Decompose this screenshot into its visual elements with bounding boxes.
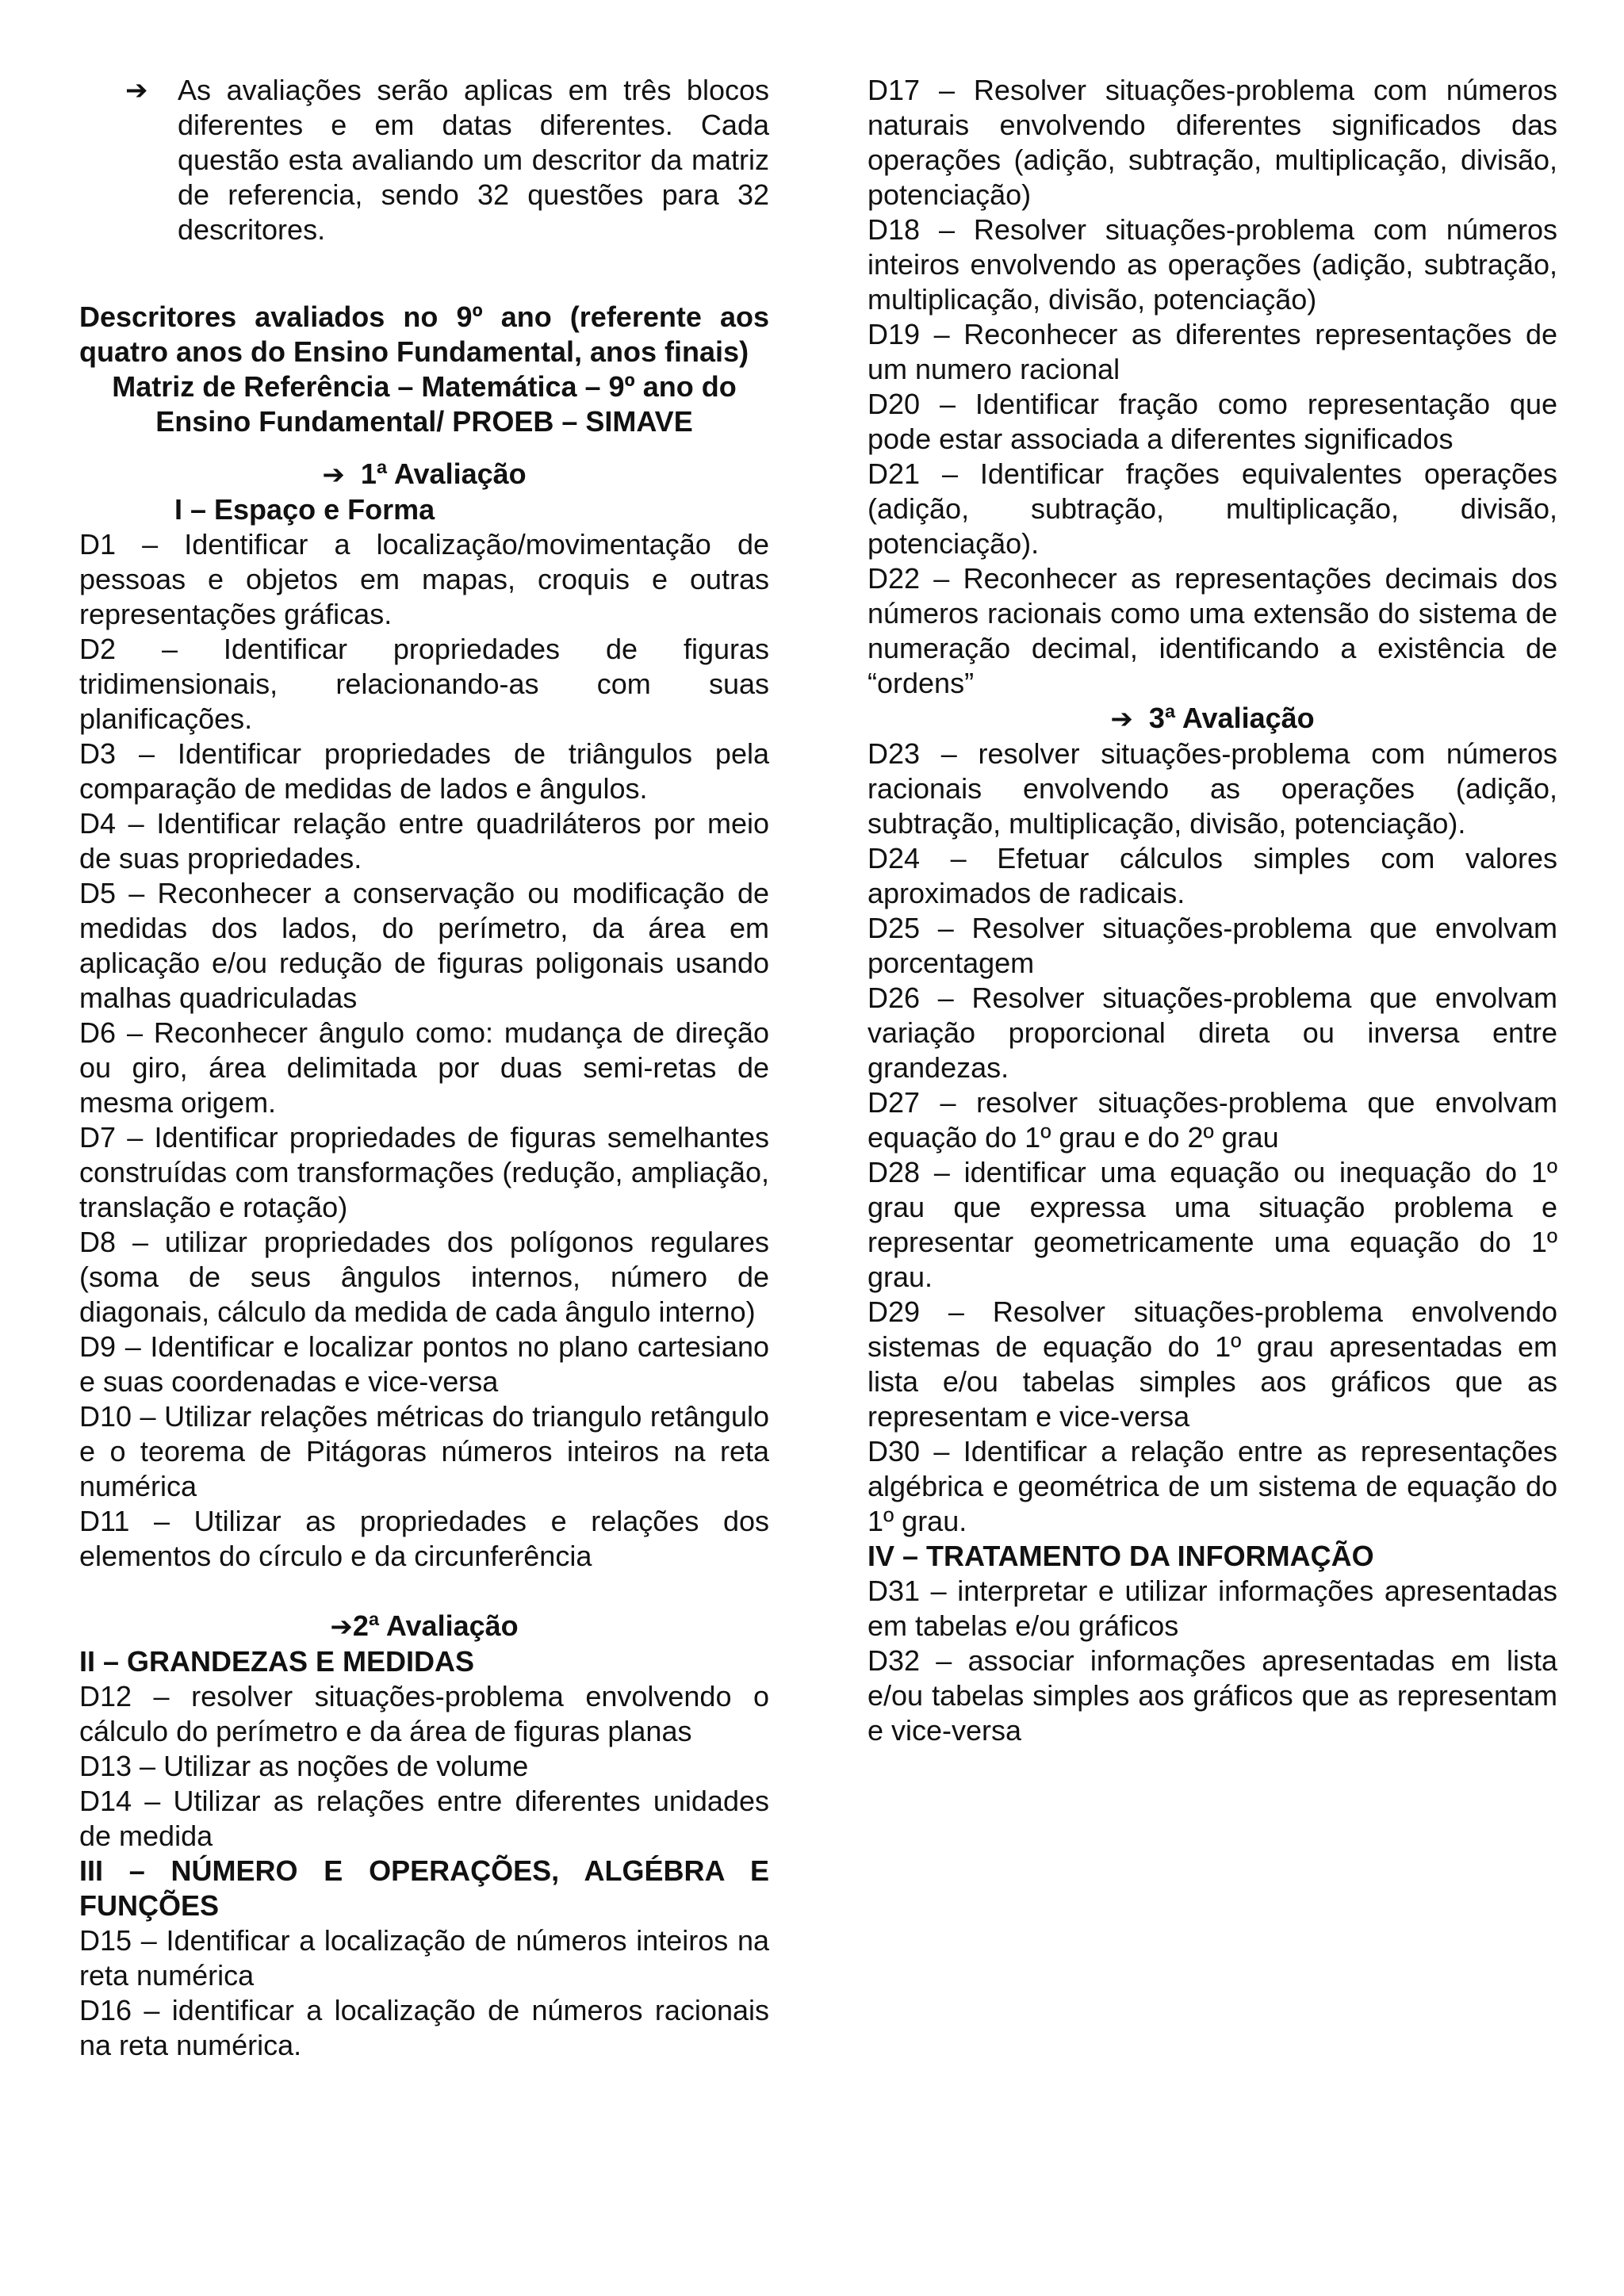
descriptor-d17: D17 – Resolver situações-problema com números naturais envolvendo diferentes significados das operações (adição, subtração, multiplicação, divisão, potenciação) xyxy=(868,74,1557,211)
descriptor-d19: D19 – Reconhecer as diferentes representações de um numero racional xyxy=(868,318,1557,385)
descriptor-d3: D3 – Identificar propriedades de triângulos pela comparação de medidas de lados e ângulos. xyxy=(79,737,769,805)
arrow-right-icon: ➔ xyxy=(1110,703,1133,735)
descriptor-d1: D1 – Identificar a localização/movimentação de pessoas e objetos em mapas, croquis e outras representações gráficas. xyxy=(79,528,769,630)
right-column xyxy=(868,73,1557,1748)
descriptor-d25: D25 – Resolver situações-problema que envolvam porcentagem xyxy=(868,912,1557,979)
evaluation-label: 2ª Avaliação xyxy=(352,1609,519,1642)
descriptor-d9: D9 – Identificar e localizar pontos no plano cartesiano e suas coordenadas e vice-versa xyxy=(79,1330,769,1398)
section-heading-4: IV – TRATAMENTO DA INFORMAÇÃO xyxy=(868,1540,1374,1572)
evaluation-label: 3ª Avaliação xyxy=(1148,702,1315,734)
descriptor-d21: D21 – Identificar frações equivalentes operações (adição, subtração, multiplicação, divisão, potenciação). xyxy=(868,457,1557,560)
descriptor-d23: D23 – resolver situações-problema com números racionais envolvendo as operações (adição, subtração, multiplicação, divisão, potenciação). xyxy=(868,737,1557,840)
evaluation-heading-3 xyxy=(868,701,1557,737)
section-heading-1: I – Espaço e Forma xyxy=(174,493,435,526)
arrow-right-icon: ➔ xyxy=(125,75,148,106)
intro-text: As avaliações serão aplicas em três blocos diferentes e em datas diferentes. Cada questão esta avaliando um descritor da matriz de referencia, sendo 32 questões para 32 descritores. xyxy=(178,74,769,246)
descriptor-d7: D7 – Identificar propriedades de figuras semelhantes construídas com transformações (redução, ampliação, translação e rotação) xyxy=(79,1121,769,1223)
section-heading-2: II – GRANDEZAS E MEDIDAS xyxy=(79,1645,475,1678)
arrow-right-icon: ➔ xyxy=(330,1611,353,1643)
evaluation-heading-1 xyxy=(79,457,769,492)
descriptor-d12: D12 – resolver situações-problema envolvendo o cálculo do perímetro e da área de figuras planas xyxy=(79,1680,769,1747)
descriptor-d8: D8 – utilizar propriedades dos polígonos regulares (soma de seus ângulos internos, número de diagonais, cálculo da medida de cada ângulo interno) xyxy=(79,1226,769,1328)
evaluation-label: 1ª Avaliação xyxy=(360,457,527,490)
descriptor-d28: D28 – identificar uma equação ou inequação do 1º grau que expressa uma situação problema e representar geometricamente uma equação do 1º grau. xyxy=(868,1156,1557,1293)
descriptor-d10: D10 – Utilizar relações métricas do triangulo retângulo e o teorema de Pitágoras números inteiros na reta numérica xyxy=(79,1400,769,1502)
descriptor-d20: D20 – Identificar fração como representação que pode estar associada a diferentes significados xyxy=(868,388,1557,455)
descriptor-d18: D18 – Resolver situações-problema com números inteiros envolvendo as operações (adição, subtração, multiplicação, divisão, potenciação) xyxy=(868,213,1557,316)
descriptor-d29: D29 – Resolver situações-problema envolvendo sistemas de equação do 1º grau apresentadas em lista e/ou tabelas simples aos gráficos que as representam e vice-versa xyxy=(868,1295,1557,1433)
descriptor-d13: D13 – Utilizar as noções de volume xyxy=(79,1750,529,1782)
document-subtitle-line2: Ensino Fundamental/ PROEB – SIMAVE xyxy=(155,405,693,438)
descriptor-d6: D6 – Reconhecer ângulo como: mudança de direção ou giro, área delimitada por duas semi-retas de mesma origem. xyxy=(79,1016,769,1119)
document-subtitle-line1: Matriz de Referência – Matemática – 9º ano do xyxy=(112,370,737,403)
descriptor-d32: D32 – associar informações apresentadas em lista e/ou tabelas simples aos gráficos que as representam e vice-versa xyxy=(868,1644,1557,1747)
descriptor-d14: D14 – Utilizar as relações entre diferentes unidades de medida xyxy=(79,1785,769,1852)
intro-bullet xyxy=(125,73,769,247)
evaluation-heading-2 xyxy=(79,1609,769,1644)
descriptor-d5: D5 – Reconhecer a conservação ou modificação de medidas dos lados, do perímetro, da área em aplicação e/ou redução de figuras poligonais usando malhas quadriculadas xyxy=(79,877,769,1014)
descriptor-d2: D2 – Identificar propriedades de figuras tridimensionais, relacionando-as com suas planificações. xyxy=(79,633,769,735)
descriptor-d15: D15 – Identificar a localização de números inteiros na reta numérica xyxy=(79,1924,769,1992)
descriptor-d4: D4 – Identificar relação entre quadriláteros por meio de suas propriedades. xyxy=(79,807,769,874)
descriptor-d22: D22 – Reconhecer as representações decimais dos números racionais como uma extensão do sistema de numeração decimal, identificando a existência de “ordens” xyxy=(868,562,1557,699)
descriptor-d26: D26 – Resolver situações-problema que envolvam variação proporcional direta ou inversa entre grandezas. xyxy=(868,982,1557,1084)
descriptor-d16: D16 – identificar a localização de números racionais na reta numérica. xyxy=(79,1994,769,2061)
left-column xyxy=(79,73,769,2063)
descriptor-d11: D11 – Utilizar as propriedades e relações dos elementos do círculo e da circunferência xyxy=(79,1505,769,1572)
document-title: Descritores avaliados no 9º ano (referente aos quatro anos do Ensino Fundamental, anos finais) xyxy=(79,300,769,368)
descriptor-d30: D30 – Identificar a relação entre as representações algébrica e geométrica de um sistema de equação do 1º grau. xyxy=(868,1435,1557,1537)
descriptor-d27: D27 – resolver situações-problema que envolvam equação do 1º grau e do 2º grau xyxy=(868,1086,1557,1154)
descriptor-d31: D31 – interpretar e utilizar informações apresentadas em tabelas e/ou gráficos xyxy=(868,1575,1557,1642)
arrow-right-icon: ➔ xyxy=(322,459,345,491)
section-heading-3: III – NÚMERO E OPERAÇÕES, ALGÉBRA E FUNÇÕES xyxy=(79,1854,769,1922)
descriptor-d24: D24 – Efetuar cálculos simples com valores aproximados de radicais. xyxy=(868,842,1557,909)
